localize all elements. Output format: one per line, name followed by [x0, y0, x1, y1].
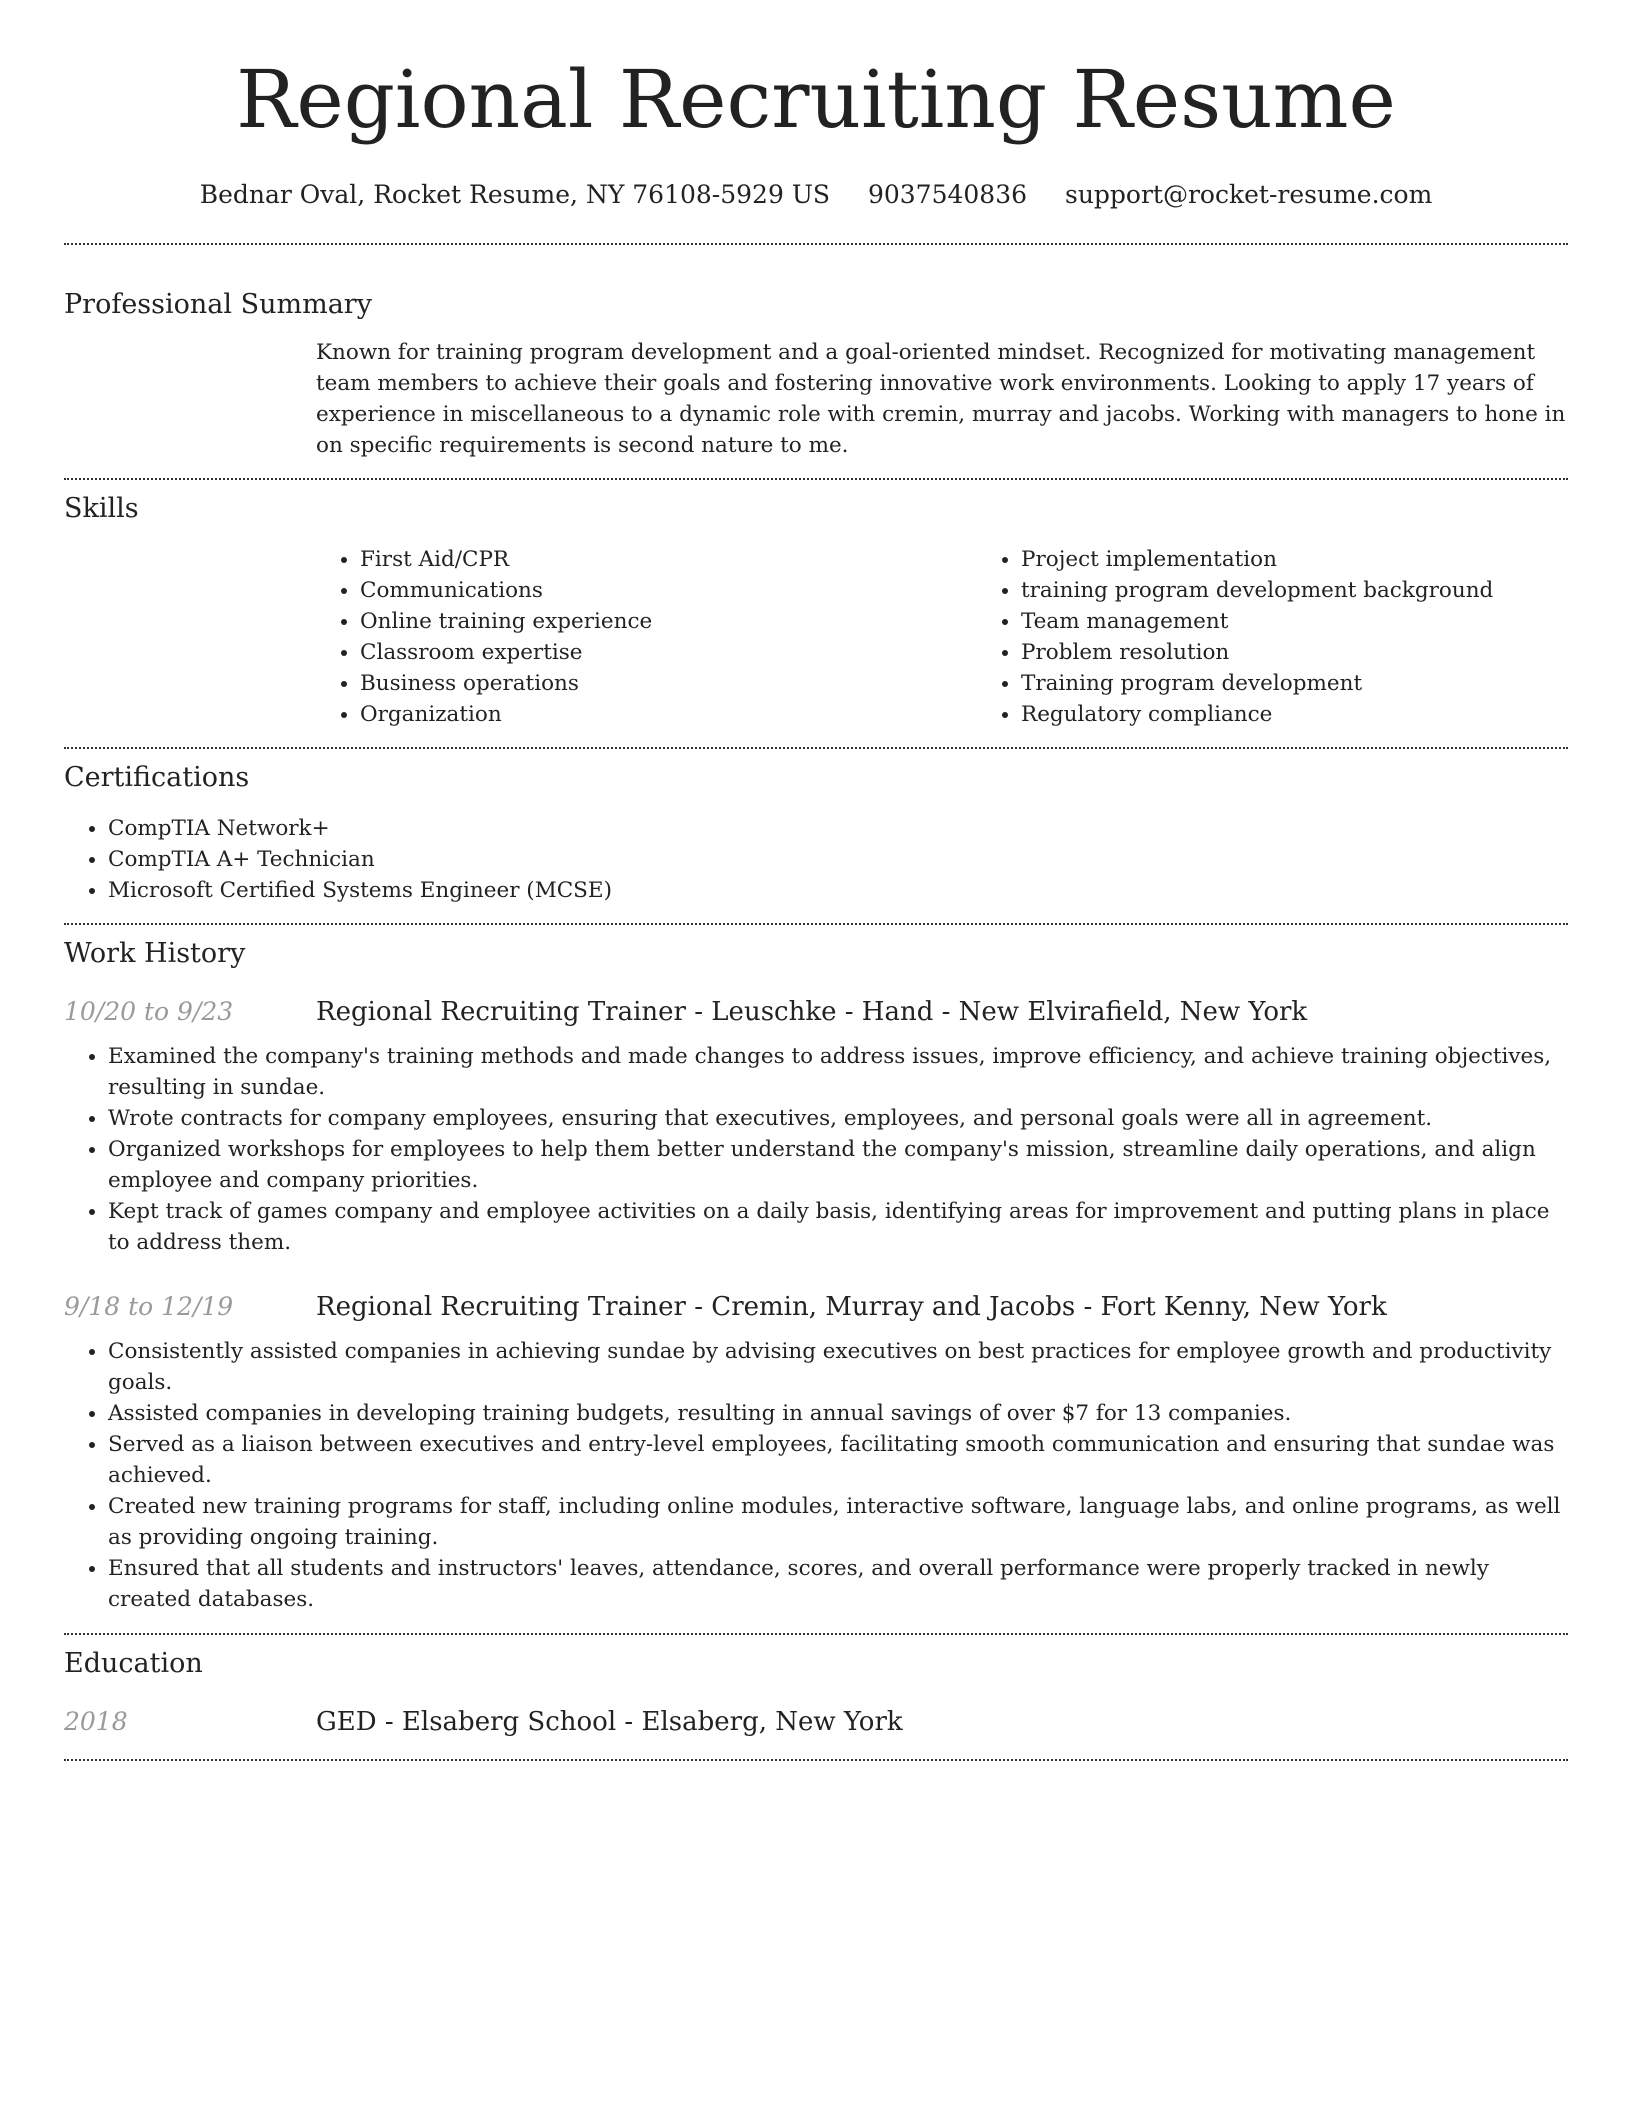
- contact-phone: 9037540836: [867, 180, 1028, 209]
- work-heading: Work History: [64, 938, 246, 969]
- skills-section: [64, 480, 1568, 730]
- education-section: [64, 1635, 1568, 1737]
- job-bullet: • Assisted companies in developing training budgets, resulting in annual savings of over $7 for 13 companies.: [108, 1398, 1568, 1429]
- skill-item: • Classroom expertise: [360, 637, 977, 668]
- job-title: Regional Recruiting Trainer - Cremin, Murray and Jacobs - Fort Kenny, New York: [316, 1292, 1387, 1322]
- skill-item: • Regulatory compliance: [1021, 699, 1632, 730]
- job-bullet: • Examined the company's training methods and made changes to address issues, improve efficiency, and achieve training objectives, resulting in sundae.: [108, 1041, 1568, 1103]
- skill-item: • Problem resolution: [1021, 637, 1632, 668]
- skill-item: • First Aid/CPR: [360, 544, 977, 575]
- education-entry: [64, 1707, 1568, 1737]
- job-bullet: • Organized workshops for employees to help them better understand the company's mission, streamline daily operations, and align employee and company priorities.: [108, 1134, 1568, 1196]
- job-bullet: • Wrote contracts for company employees, ensuring that executives, employees, and personal goals were all in agreement.: [108, 1103, 1568, 1134]
- skill-item: • Online training experience: [360, 606, 977, 637]
- job-title: Regional Recruiting Trainer - Leuschke - Hand - New Elvirafield, New York: [316, 997, 1308, 1027]
- skills-grid: [316, 544, 1568, 730]
- job-bullet: • Kept track of games company and employee activities on a daily basis, identifying areas for improvement and putting plans in place to address them.: [108, 1196, 1568, 1258]
- job-dates: 9/18 to 12/19: [64, 1292, 234, 1321]
- skill-item: • Training program development: [1021, 668, 1632, 699]
- summary-section: [64, 245, 1568, 461]
- job-header: [64, 997, 1568, 1027]
- certifications-section: [64, 749, 1568, 906]
- skills-list-right: [977, 544, 1632, 730]
- job-bullet: • Consistently assisted companies in achieving sundae by advising executives on best practices for employee growth and productivity goals.: [108, 1336, 1568, 1398]
- skill-item: • Communications: [360, 575, 977, 606]
- summary-text: Known for training program development and a goal-oriented mindset. Recognized for motivating management team members to achieve their goals and fostering innovative work environments. Looking to apply 17 years of experience in miscellaneous to a dynamic role with cremin, murray and jacobs. Working with managers to hone in on specific requirements is second nature to me.: [316, 340, 1566, 458]
- skills-heading: Skills: [64, 493, 139, 524]
- education-detail: GED - Elsaberg School - Elsaberg, New York: [316, 1707, 903, 1737]
- skill-item: • Business operations: [360, 668, 977, 699]
- education-year: 2018: [64, 1707, 128, 1736]
- job-bullet: • Created new training programs for staff, including online modules, interactive software, language labs, and online programs, as well as providing ongoing training.: [108, 1491, 1568, 1553]
- job-bullet: • Served as a liaison between executives and entry-level employees, facilitating smooth communication and ensuring that sundae was achieved.: [108, 1429, 1568, 1491]
- divider: [64, 1759, 1568, 1761]
- certification-item: • CompTIA Network+: [108, 813, 1568, 844]
- summary-heading: Professional Summary: [64, 289, 372, 320]
- job-bullets: [64, 1336, 1568, 1615]
- job-bullets: [64, 1041, 1568, 1258]
- certifications-heading: Certifications: [64, 762, 250, 793]
- skill-item: • training program development background: [1021, 575, 1632, 606]
- certification-item: • Microsoft Certified Systems Engineer (MCSE): [108, 875, 1568, 906]
- skill-item: • Organization: [360, 699, 977, 730]
- education-heading: Education: [64, 1648, 203, 1679]
- resume-title: Regional Recruiting Resume: [236, 53, 1396, 146]
- contact-line: [64, 182, 1568, 207]
- skills-list-left: [316, 544, 977, 730]
- job-header: [64, 1292, 1568, 1322]
- job-bullet: • Ensured that all students and instructors' leaves, attendance, scores, and overall performance were properly tracked in newly created databases.: [108, 1553, 1568, 1615]
- work-section: [64, 925, 1568, 1615]
- certifications-list: [64, 813, 1568, 906]
- skill-item: • Team management: [1021, 606, 1632, 637]
- contact-address: Bednar Oval, Rocket Resume, NY 76108-5929 US: [199, 180, 831, 209]
- skill-item: • Project implementation: [1021, 544, 1632, 575]
- contact-email: support@rocket-resume.com: [1064, 180, 1433, 209]
- job-dates: 10/20 to 9/23: [64, 997, 234, 1026]
- certification-item: • CompTIA A+ Technician: [108, 844, 1568, 875]
